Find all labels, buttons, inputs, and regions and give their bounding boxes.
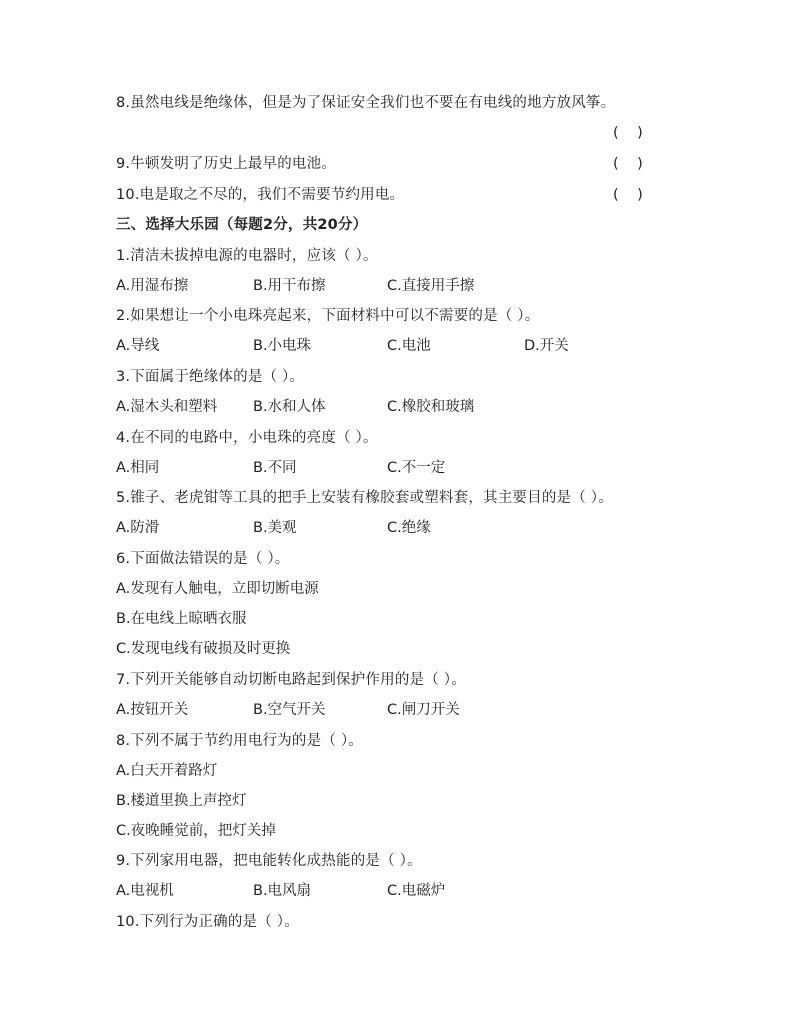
mc-question-6: 6.下面做法错误的是（ ）。: [116, 551, 290, 567]
mc-option-1a: A.用湿布擦: [116, 278, 189, 294]
mc-option-3a: A.湿木头和塑料: [116, 399, 218, 415]
mc-option-3b: B.水和人体: [253, 399, 326, 415]
mc-question-7: 7.下列开关能够自动切断电路起到保护作用的是（ ）。: [116, 672, 466, 688]
tf-question-10: 10.电是取之不尽的，我们不需要节约用电。: [116, 187, 405, 203]
tf-question-8: 8.虽然电线是绝缘体，但是为了保证安全我们也不要在有电线的地方放风筝。: [116, 95, 616, 111]
mc-option-2a: A.导线: [116, 338, 160, 354]
mc-option-3c: C.橡胶和玻璃: [387, 399, 475, 415]
mc-option-7c: C.闸刀开关: [387, 702, 460, 718]
mc-question-2: 2.如果想让一个小电珠亮起来，下面材料中可以不需要的是（ ）。: [116, 308, 540, 324]
tf-answer-blank-10: ( ): [613, 187, 643, 203]
mc-option-9c: C.电磁炉: [387, 883, 446, 899]
mc-question-4: 4.在不同的电路中，小电珠的亮度（ ）。: [116, 430, 378, 446]
mc-question-3: 3.下面属于绝缘体的是（ ）。: [116, 369, 305, 385]
mc-option-4c: C.不一定: [387, 460, 446, 476]
mc-question-5: 5.锥子、老虎钳等工具的把手上安装有橡胶套或塑料套，其主要目的是（ ）。: [116, 490, 613, 506]
mc-option-4a: A.相同: [116, 460, 160, 476]
mc-option-6a: A.发现有人触电，立即切断电源: [116, 581, 319, 597]
tf-answer-blank-9: ( ): [613, 156, 643, 172]
mc-option-5c: C.绝缘: [387, 520, 431, 536]
mc-option-4b: B.不同: [253, 460, 297, 476]
mc-question-9: 9.下列家用电器，把电能转化成热能的是（ ）。: [116, 853, 422, 869]
mc-option-5b: B.美观: [253, 520, 297, 536]
mc-option-2b: B.小电珠: [253, 338, 312, 354]
mc-option-1c: C.直接用手擦: [387, 278, 475, 294]
mc-option-7b: B.空气开关: [253, 702, 326, 718]
mc-question-1: 1.清洁未拔掉电源的电器时，应该（ ）。: [116, 248, 378, 264]
tf-question-9: 9.牛顿发明了历史上最早的电池。: [116, 156, 337, 172]
mc-option-9b: B.电风扇: [253, 883, 312, 899]
mc-option-2c: C.电池: [387, 338, 431, 354]
mc-question-8: 8.下列不属于节约用电行为的是（ ）。: [116, 733, 363, 749]
section-title: 三、选择大乐园（每题2分，共20分）: [116, 217, 368, 233]
mc-option-5a: A.防滑: [116, 520, 160, 536]
mc-option-1b: B.用干布擦: [253, 278, 326, 294]
tf-answer-blank-8: ( ): [613, 125, 643, 141]
mc-option-8b: B.楼道里换上声控灯: [116, 793, 247, 809]
mc-option-6c: C.发现电线有破损及时更换: [116, 641, 291, 657]
mc-option-7a: A.按钮开关: [116, 702, 189, 718]
mc-option-2d: D.开关: [524, 338, 569, 354]
mc-option-8c: C.夜晚睡觉前，把灯关掉: [116, 823, 276, 839]
mc-option-6b: B.在电线上晾晒衣服: [116, 611, 247, 627]
mc-option-8a: A.白天开着路灯: [116, 763, 218, 779]
mc-question-10: 10.下列行为正确的是（ ）。: [116, 914, 299, 930]
mc-option-9a: A.电视机: [116, 883, 174, 899]
